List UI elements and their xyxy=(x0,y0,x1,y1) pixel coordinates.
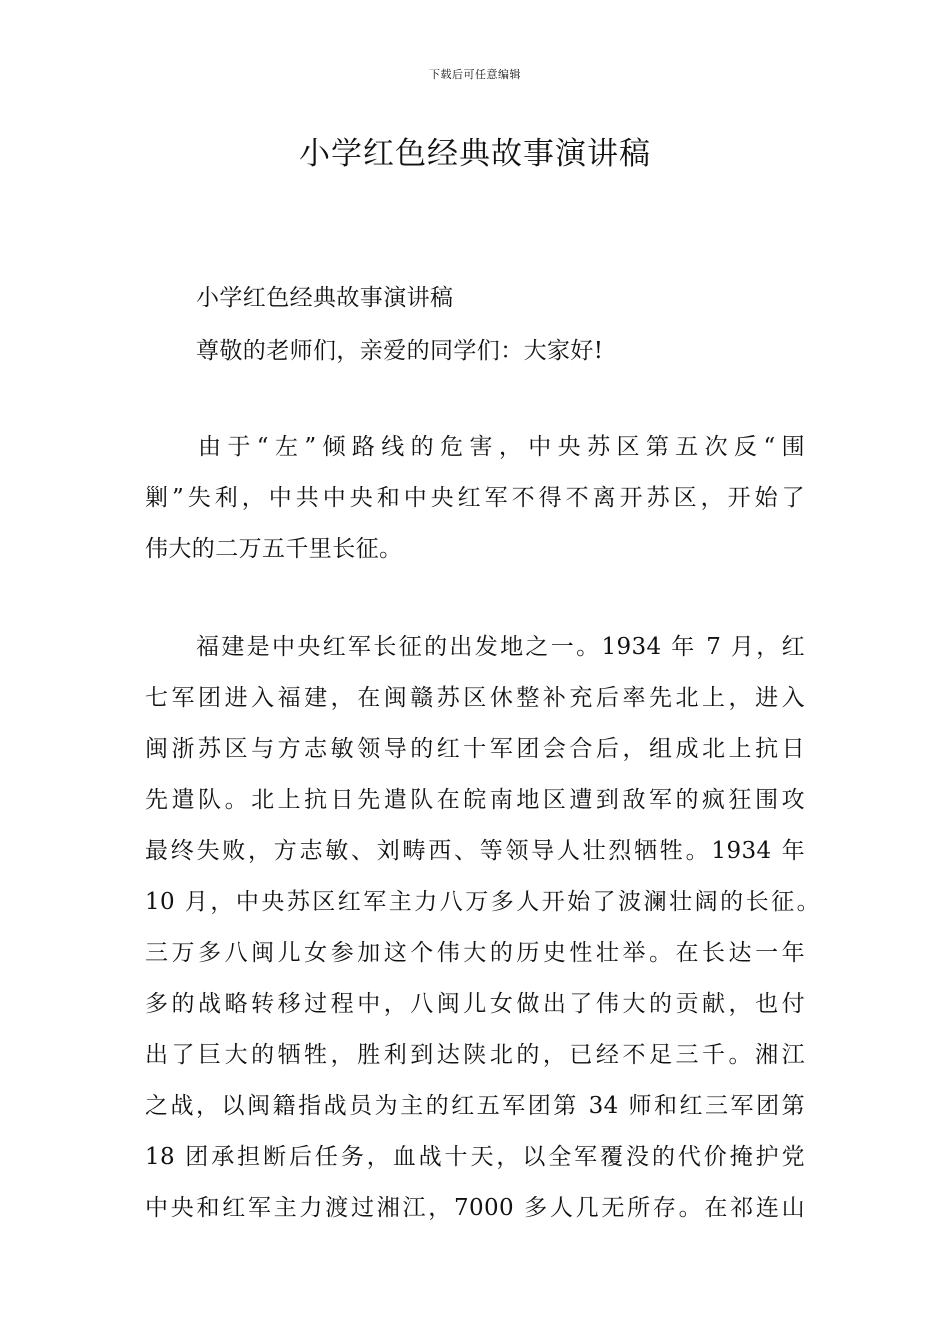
paragraph-2-line: 多的战略转移过程中，八闽儿女做出了伟大的贡献，也付 xyxy=(145,991,805,1017)
paragraph-1-line: 由于“左”倾路线的危害，中央苏区第五次反“围 xyxy=(198,434,805,460)
paragraph-2-line: 10 月，中央苏区红军主力八万多人开始了波澜壮阔的长征。 xyxy=(145,889,820,915)
paragraph-2-line: 福建是中央红军长征的出发地之一。1934 年 7 月，红 xyxy=(196,634,805,660)
paragraph-2-line: 出了巨大的牺牲，胜利到达陕北的，已经不足三千。湘江 xyxy=(145,1042,805,1068)
paragraph-2-line: 中央和红军主力渡过湘江，7000 多人几无所存。在祁连山 xyxy=(145,1195,805,1221)
paragraph-2-line: 七军团进入福建，在闽赣苏区休整补充后率先北上，进入 xyxy=(145,685,805,711)
paragraph-2-line: 三万多八闽儿女参加这个伟大的历史性壮举。在长达一年 xyxy=(145,940,805,966)
paragraph-2-line: 之战，以闽籍指战员为主的红五军团第 34 师和红三军团第 xyxy=(145,1093,805,1119)
paragraph-1-line: 剿”失利，中共中央和中央红军不得不离开苏区，开始了 xyxy=(145,485,805,511)
paragraph-2-line: 18 团承担断后任务，血战十天，以全军覆没的代价掩护党 xyxy=(145,1144,805,1170)
greeting: 尊敬的老师们，亲爱的同学们：大家好! xyxy=(196,338,604,364)
subtitle: 小学红色经典故事演讲稿 xyxy=(196,285,454,311)
paragraph-2-line: 先遣队。北上抗日先遣队在皖南地区遭到敌军的疯狂围攻 xyxy=(145,787,805,813)
header-note: 下载后可任意编辑 xyxy=(429,68,521,81)
paragraph-2-line: 最终失败，方志敏、刘畴西、等领导人壮烈牺牲。1934 年 xyxy=(145,838,805,864)
paragraph-1-line: 伟大的二万五千里长征。 xyxy=(145,536,403,562)
page-title: 小学红色经典故事演讲稿 xyxy=(299,136,651,172)
paragraph-2-line: 闽浙苏区与方志敏领导的红十军团会合后，组成北上抗日 xyxy=(145,736,805,762)
